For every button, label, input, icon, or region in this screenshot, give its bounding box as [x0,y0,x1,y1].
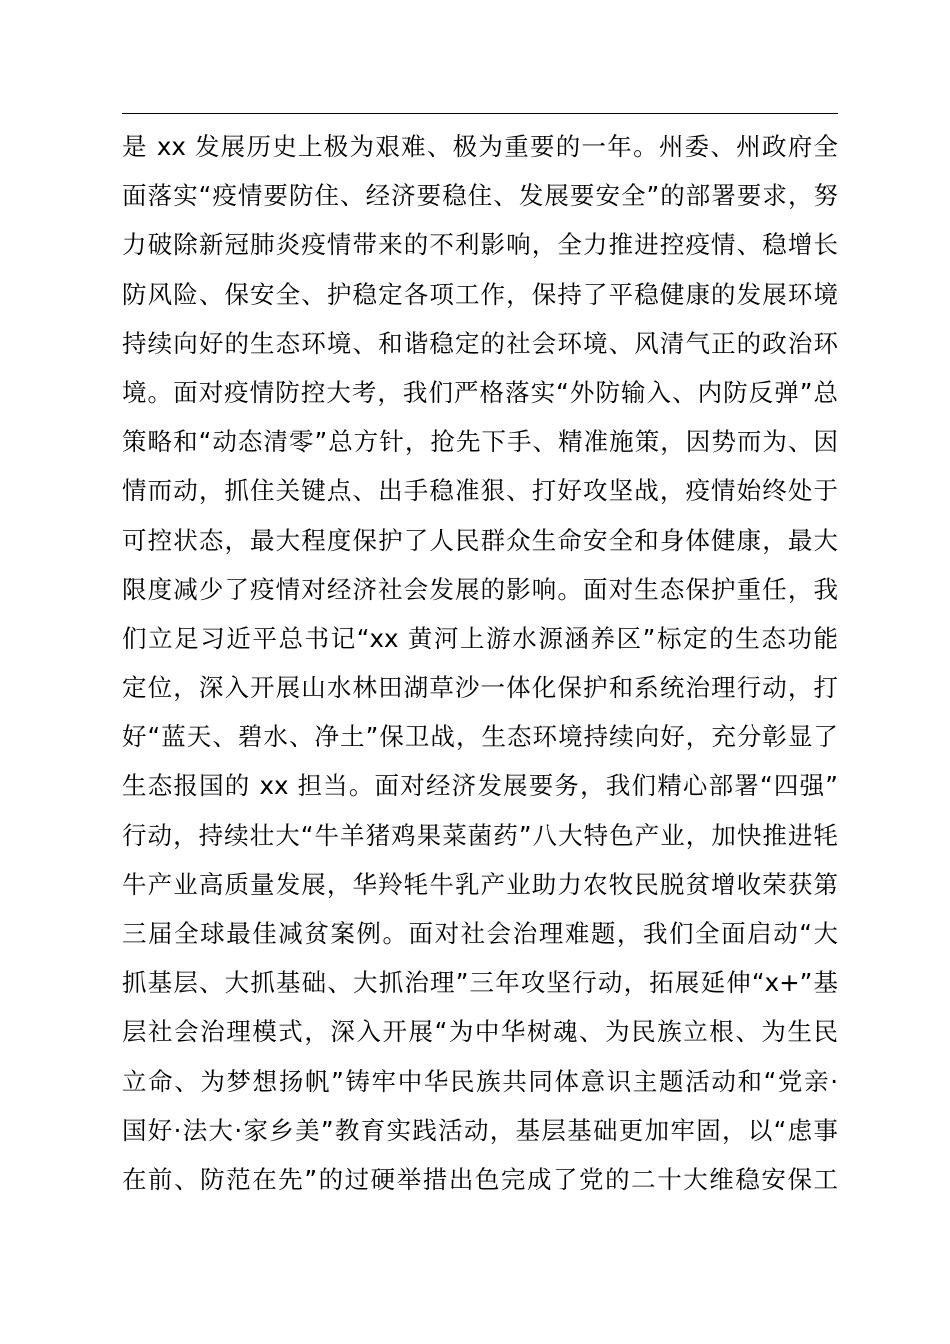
text-line: 可控状态，最大程度保护了人民群众生命安全和身体健康，最大 [122,525,838,555]
text-line: 牛产业高质量发展，华羚牦牛乳产业助力农牧民脱贫增收荣获第 [122,869,838,899]
body-text [122,122,838,1204]
text-line: 策略和“动态清零”总方针，抢先下手、精准施策，因势而为、因 [122,427,838,457]
text-line: 在前、防范在先”的过硬举措出色完成了党的二十大维稳安保工 [122,1164,838,1194]
text-line: 情而动，抓住关键点、出手稳准狠、打好攻坚战，疫情始终处于 [122,476,838,506]
text-line: 生态报国的 xx 担当。面对经济发展要务，我们精心部署“四强” [122,771,838,801]
text-line: 是 xx 发展历史上极为艰难、极为重要的一年。州委、州政府全 [122,132,838,161]
text-line: 面落实“疫情要防住、经济要稳住、发展要安全”的部署要求，努 [122,181,838,211]
text-line: 行动，持续壮大“牛羊猪鸡果菜菌药”八大特色产业，加快推进牦 [122,820,838,850]
text-line: 好“蓝天、碧水、净土”保卫战，生态环境持续向好，充分彰显了 [122,722,838,752]
text-line: 国好·法大·家乡美”教育实践活动，基层基础更加牢固，以“虑事 [122,1115,838,1145]
text-line: 抓基层、大抓基础、大抓治理”三年攻坚行动，拓展延伸“x+”基 [122,968,838,998]
header-rule [122,113,838,114]
text-line: 定位，深入开展山水林田湖草沙一体化保护和系统治理行动，打 [122,673,838,703]
text-line: 立命、为梦想扬帆”铸牢中华民族共同体意识主题活动和“党亲· [122,1066,838,1096]
text-line: 限度减少了疫情对经济社会发展的影响。面对生态保护重任，我 [122,574,838,604]
text-line: 持续向好的生态环境、和谐稳定的社会环境、风清气正的政治环 [122,328,838,358]
text-line: 境。面对疫情防控大考，我们严格落实“外防输入、内防反弹”总 [122,377,838,407]
text-line: 力破除新冠肺炎疫情带来的不利影响，全力推进控疫情、稳增长 [122,230,838,260]
text-line: 三届全球最佳减贫案例。面对社会治理难题，我们全面启动“大 [122,919,838,948]
text-line: 层社会治理模式，深入开展“为中华树魂、为民族立根、为生民 [122,1017,838,1047]
text-line: 防风险、保安全、护稳定各项工作，保持了平稳健康的发展环境 [122,279,838,309]
text-line: 们立足习近平总书记“xx 黄河上游水源涵养区”标定的生态功能 [122,623,838,653]
